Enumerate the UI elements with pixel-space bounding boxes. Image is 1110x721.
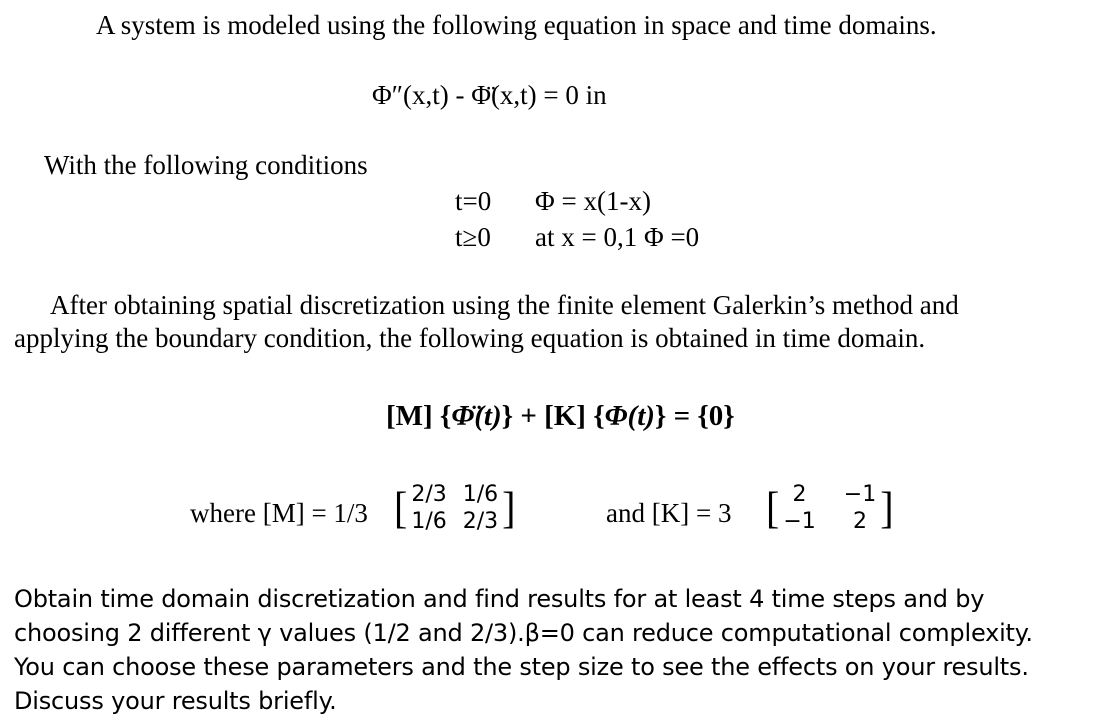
condition-1-time: t=0 (455, 186, 492, 216)
mass-term: [M] { (386, 400, 452, 432)
task-line-4: Discuss your results briefly. (14, 687, 337, 715)
stiffness-term: } + [K] { (501, 400, 605, 432)
pde-equation: Φ″(x,t) - Φ̈(x,t) = 0 in (372, 80, 607, 110)
paragraph-line-2: applying the boundary condition, the following equation is obtained in time domain. (14, 323, 926, 353)
condition-1-expr: Φ = x(1-x) (535, 186, 651, 216)
intro-text: A system is modeled using the following equation in space and time domains. (96, 10, 937, 40)
right-bracket: ] (502, 482, 516, 533)
conditions-label: With the following conditions (44, 150, 368, 180)
stiffness-matrix-cell: 2 (792, 482, 807, 507)
mass-matrix-cell: 1/6 (462, 482, 499, 507)
stiffness-matrix-cell: 2 (852, 509, 867, 534)
stiffness-matrix-cell: −1 (783, 509, 816, 534)
mass-matrix-cell: 1/6 (411, 509, 447, 534)
mass-matrix-cell: 2/3 (411, 482, 447, 507)
phi-second-derivative: Φ̈(t) (451, 400, 502, 432)
mass-matrix (394, 482, 515, 534)
right-bracket: ] (880, 482, 894, 533)
stiffness-matrix (766, 482, 894, 534)
stiffness-matrix-cell: −1 (843, 482, 877, 507)
left-bracket: [ (394, 482, 408, 533)
equation-rhs: } = {0} (654, 400, 735, 432)
mass-matrix-label: where [M] = 1/3 (190, 498, 368, 528)
condition-2-expr: at x = 0,1 Φ =0 (535, 222, 700, 252)
task-line-1: Obtain time domain discretization and find results for at least 4 time steps and by (14, 585, 985, 613)
mass-matrix-cell: 2/3 (462, 509, 499, 534)
task-line-3: You can choose these parameters and the step size to see the effects on your results. (14, 653, 1029, 681)
phi-vector: Φ(t) (604, 400, 655, 432)
task-line-2: choosing 2 different γ values (1/2 and 2/3).β=0 can reduce computational complexity. (14, 619, 1033, 647)
left-bracket: [ (766, 482, 780, 533)
system-equation (386, 400, 735, 433)
paragraph-line-1: After obtaining spatial discretization using the finite element Galerkin’s method and (50, 290, 959, 320)
condition-2-time: t≥0 (455, 222, 491, 252)
stiffness-matrix-label: and [K] = 3 (606, 498, 732, 528)
